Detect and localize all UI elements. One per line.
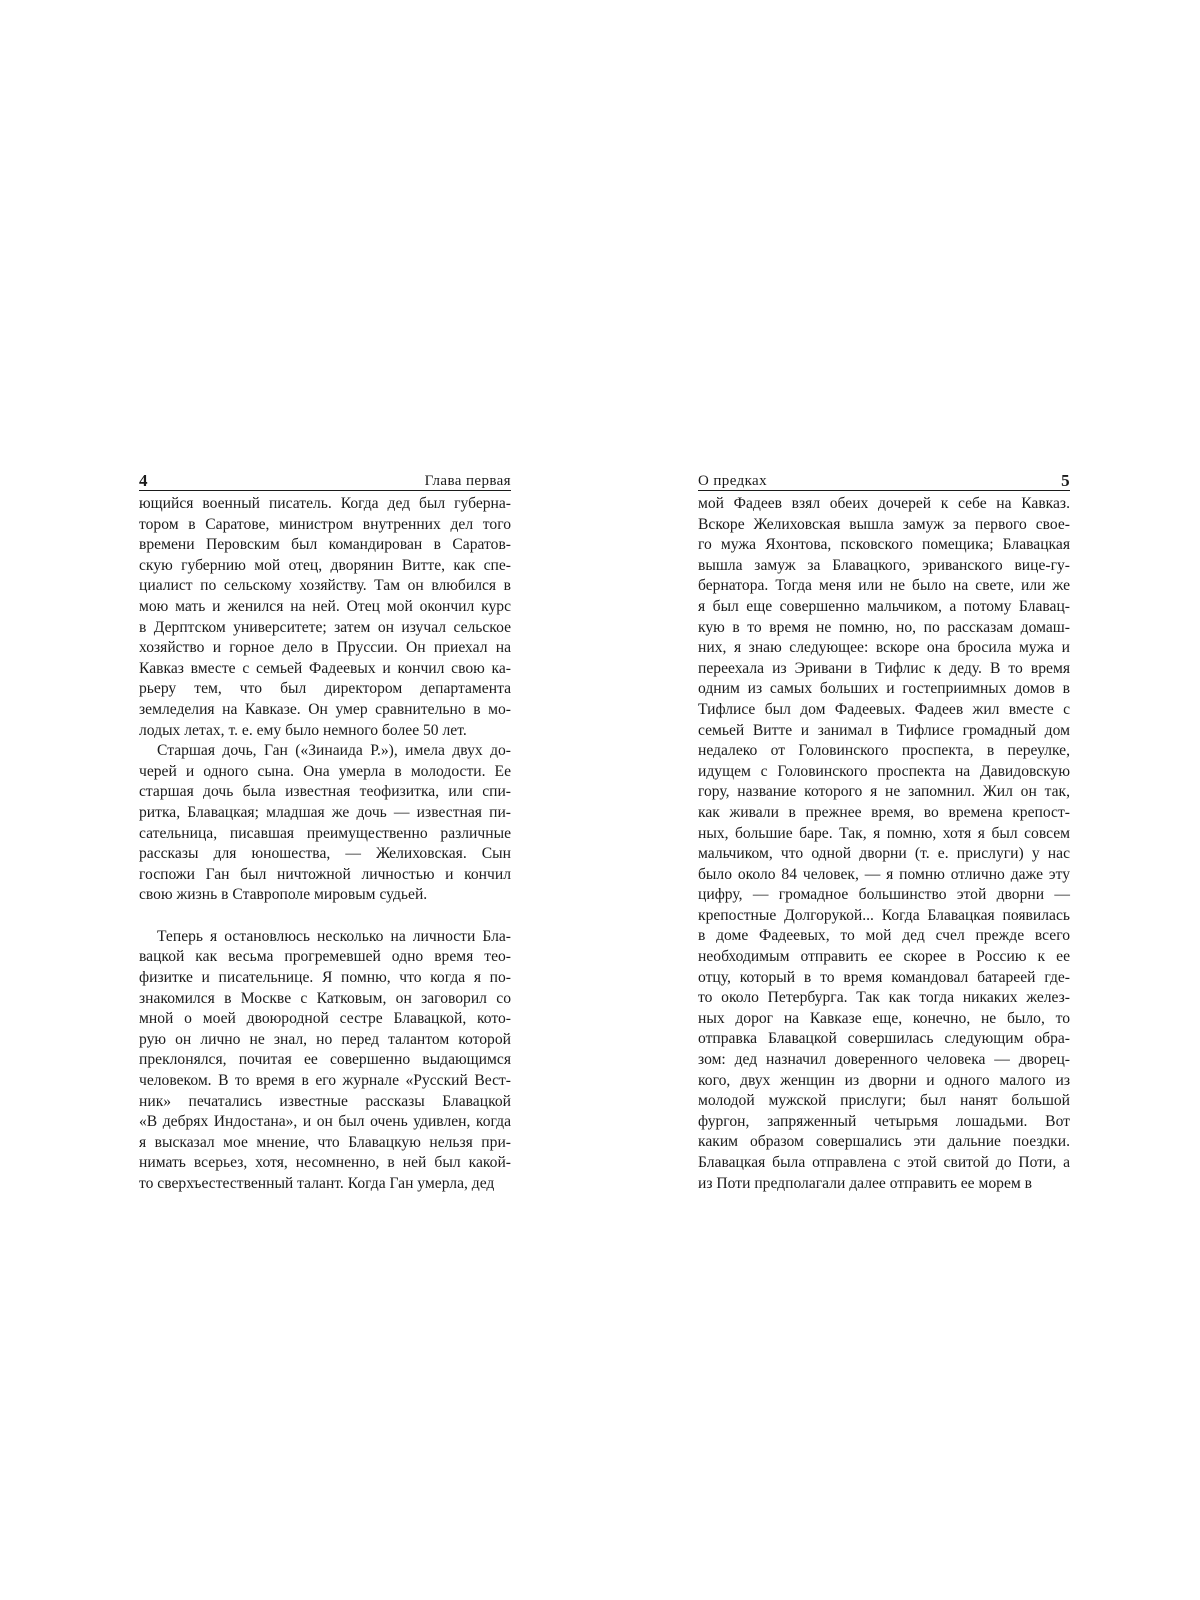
text-line: преклонялся, почитая ее совершенно выдающимся <box>139 1051 511 1069</box>
paragraph <box>139 927 511 1195</box>
section-title: О предках <box>698 473 768 489</box>
text-line: вышла замуж за Блавацкого, эриванского вице-гу- <box>698 556 1070 574</box>
page-number: 4 <box>139 471 148 490</box>
text-line: я был еще совершенно мальчиком, а потому Блавац- <box>698 597 1070 615</box>
text-line: мальчиком, что одной дворни (т. е. прислуги) у нас <box>698 845 1070 863</box>
right-page <box>698 467 1070 1194</box>
text-line: тором в Саратове, министром внутренних дел того <box>139 515 511 533</box>
text-line: мою мать и женился на ней. Отец мой окончил курс <box>139 597 511 615</box>
text-line: циалист по сельскому хозяйству. Там он влюбился в <box>139 577 511 595</box>
chapter-title: Глава первая <box>424 473 511 489</box>
text-line: как живали в прежнее время, во времена крепост- <box>698 803 1070 821</box>
text-line: было около 84 человек, — я помню отлично даже эту <box>698 865 1070 883</box>
paragraph <box>698 494 1070 1194</box>
text-line: свою жизнь в Ставрополе мировым судьей. <box>139 886 428 904</box>
text-line: рую он лично не знал, но перед талантом которой <box>139 1030 511 1048</box>
text-line: рьеру тем, что был директором департамента <box>139 680 511 698</box>
left-page-body-text <box>139 494 511 1195</box>
left-running-head <box>139 467 511 491</box>
text-line: переехала из Эривани в Тифлис к деду. В то время <box>698 659 1070 677</box>
text-line: черей и одного сына. Она умерла в молодости. Ее <box>139 762 511 780</box>
text-line: в Дерптском университете; затем он изучал сельское <box>139 618 511 636</box>
text-line: кую в то время не помню, но, по рассказам домаш- <box>698 618 1070 636</box>
right-page-body-text <box>698 494 1070 1194</box>
text-line: старшая дочь была известная теофизитка, или спи- <box>139 783 511 801</box>
text-line: идущем с Головинского проспекта на Давидовскую <box>698 762 1070 780</box>
text-line: фургон, запряженный четырьмя лошадьми. Вот <box>698 1112 1070 1130</box>
text-line: одним из самых больших и гостеприимных домов в <box>698 680 1070 698</box>
text-line: из Поти предполагали далее отправить ее морем в <box>698 1174 1032 1192</box>
text-line: мой Фадеев взял обеих дочерей к себе на Кавказ. <box>698 495 1070 512</box>
text-line: бернатора. Тогда меня или не было на свете, или же <box>698 577 1070 595</box>
text-line: нимать всерьез, хотя, несомненно, в ней был какой- <box>139 1154 511 1172</box>
text-line: недалеко от Головинского проспекта, в переулке, <box>698 742 1070 760</box>
text-line: то сверхъестественный талант. Когда Ган умерла, дед <box>139 1175 495 1192</box>
text-line: человеком. В то время в его журнале «Русский Вест- <box>139 1072 511 1090</box>
text-line: ритка, Блавацкая; младшая же дочь — известная пи- <box>139 803 511 821</box>
text-line: скую губернию мой отец, дворянин Витте, как спе- <box>139 556 511 574</box>
text-line: в доме Фадеевых, то мой дед счел прежде всего <box>698 927 1070 945</box>
paragraph <box>139 494 511 741</box>
text-line: рассказы для юношества, — Желиховская. Сын <box>139 845 511 863</box>
text-line: Старшая дочь, Ган («Зинаида Р.»), имела двух до- <box>157 742 511 760</box>
text-line: земледелия на Кавказе. Он умер сравнительно в мо- <box>139 700 511 718</box>
text-line: хозяйство и горное дело в Пруссии. Он приехал на <box>139 639 511 657</box>
right-running-head <box>698 467 1070 491</box>
text-line: Тифлисе был дом Фадеевых. Фадеев жил вместе с <box>698 700 1070 718</box>
page-number: 5 <box>1061 471 1070 490</box>
text-line: ющийся военный писатель. Когда дед был губерна- <box>139 495 511 512</box>
text-line: Блавацкая была отправлена с этой свитой до Поти, а <box>698 1154 1070 1171</box>
text-line: госпожи Ган был ничтожной личностью и кончил <box>139 865 511 883</box>
text-line: физитке и писательнице. Я помню, что когда я по- <box>139 969 511 987</box>
text-line: необходимым отправить ее скорее в Россию к ее <box>698 948 1070 966</box>
text-line: молодой мужской прислуги; был нанят большой <box>698 1092 1070 1110</box>
text-line: кого, двух женщин из дворни и одного малого из <box>698 1071 1070 1089</box>
text-line: вацкой как весьма прогремевшей одно время тео- <box>139 948 511 966</box>
text-line: отправка Блавацкой совершилась следующим обра- <box>698 1030 1070 1048</box>
paragraph <box>139 741 511 906</box>
left-page <box>139 467 511 1195</box>
text-line: мной о моей двоюродной сестре Блавацкой, кото- <box>139 1010 511 1028</box>
text-line: отцу, который в то время командовал батареей где- <box>698 968 1070 986</box>
text-line: Кавказ вместе с семьей Фадеевых и кончил свою ка- <box>139 659 511 677</box>
text-line: то около Петербурга. Так как тогда никаких желез- <box>698 989 1070 1007</box>
text-line: го мужа Яхонтова, псковского помещика; Блавацкая <box>698 536 1070 554</box>
text-line: ник» печатались известные рассказы Блавацкой <box>139 1092 511 1110</box>
text-line: «В дебрях Индостана», и он был очень удивлен, когда <box>139 1113 511 1131</box>
text-line: гору, название которого я не запомнил. Жил он так, <box>698 783 1070 801</box>
paragraph-gap <box>139 906 511 927</box>
text-line: ных, большие баре. Так, я помню, хотя я был совсем <box>698 824 1070 842</box>
text-line: сательница, писавшая преимущественно различные <box>139 824 511 842</box>
text-line: семьей Витте и занимал в Тифлисе громадный дом <box>698 721 1070 739</box>
text-line: я высказал мое мнение, что Блавацкую нельзя при- <box>139 1133 511 1151</box>
text-line: цифру, — громадное большинство этой дворни — <box>698 886 1070 904</box>
text-line: ных дорог на Кавказе еще, конечно, не было, то <box>698 1009 1070 1027</box>
text-line: них, я знаю следующее: вскоре она бросила мужа и <box>698 639 1070 657</box>
text-line: каким образом совершались эти дальние поездки. <box>698 1133 1070 1151</box>
text-line: зом: дед назначил доверенного человека — дворец- <box>698 1051 1070 1069</box>
text-line: времени Перовским был командирован в Саратов- <box>139 536 511 554</box>
text-line: крепостные Долгорукой... Когда Блавацкая появилась <box>698 906 1070 924</box>
text-line: знакомился в Москве с Катковым, он заговорил со <box>139 989 511 1007</box>
text-line: Теперь я остановлюсь несколько на личности Бла- <box>157 927 511 945</box>
text-line: Вскоре Желиховская вышла замуж за первого свое- <box>698 515 1070 533</box>
text-line: лодых летах, т. е. ему было немного более 50 лет. <box>139 721 467 739</box>
